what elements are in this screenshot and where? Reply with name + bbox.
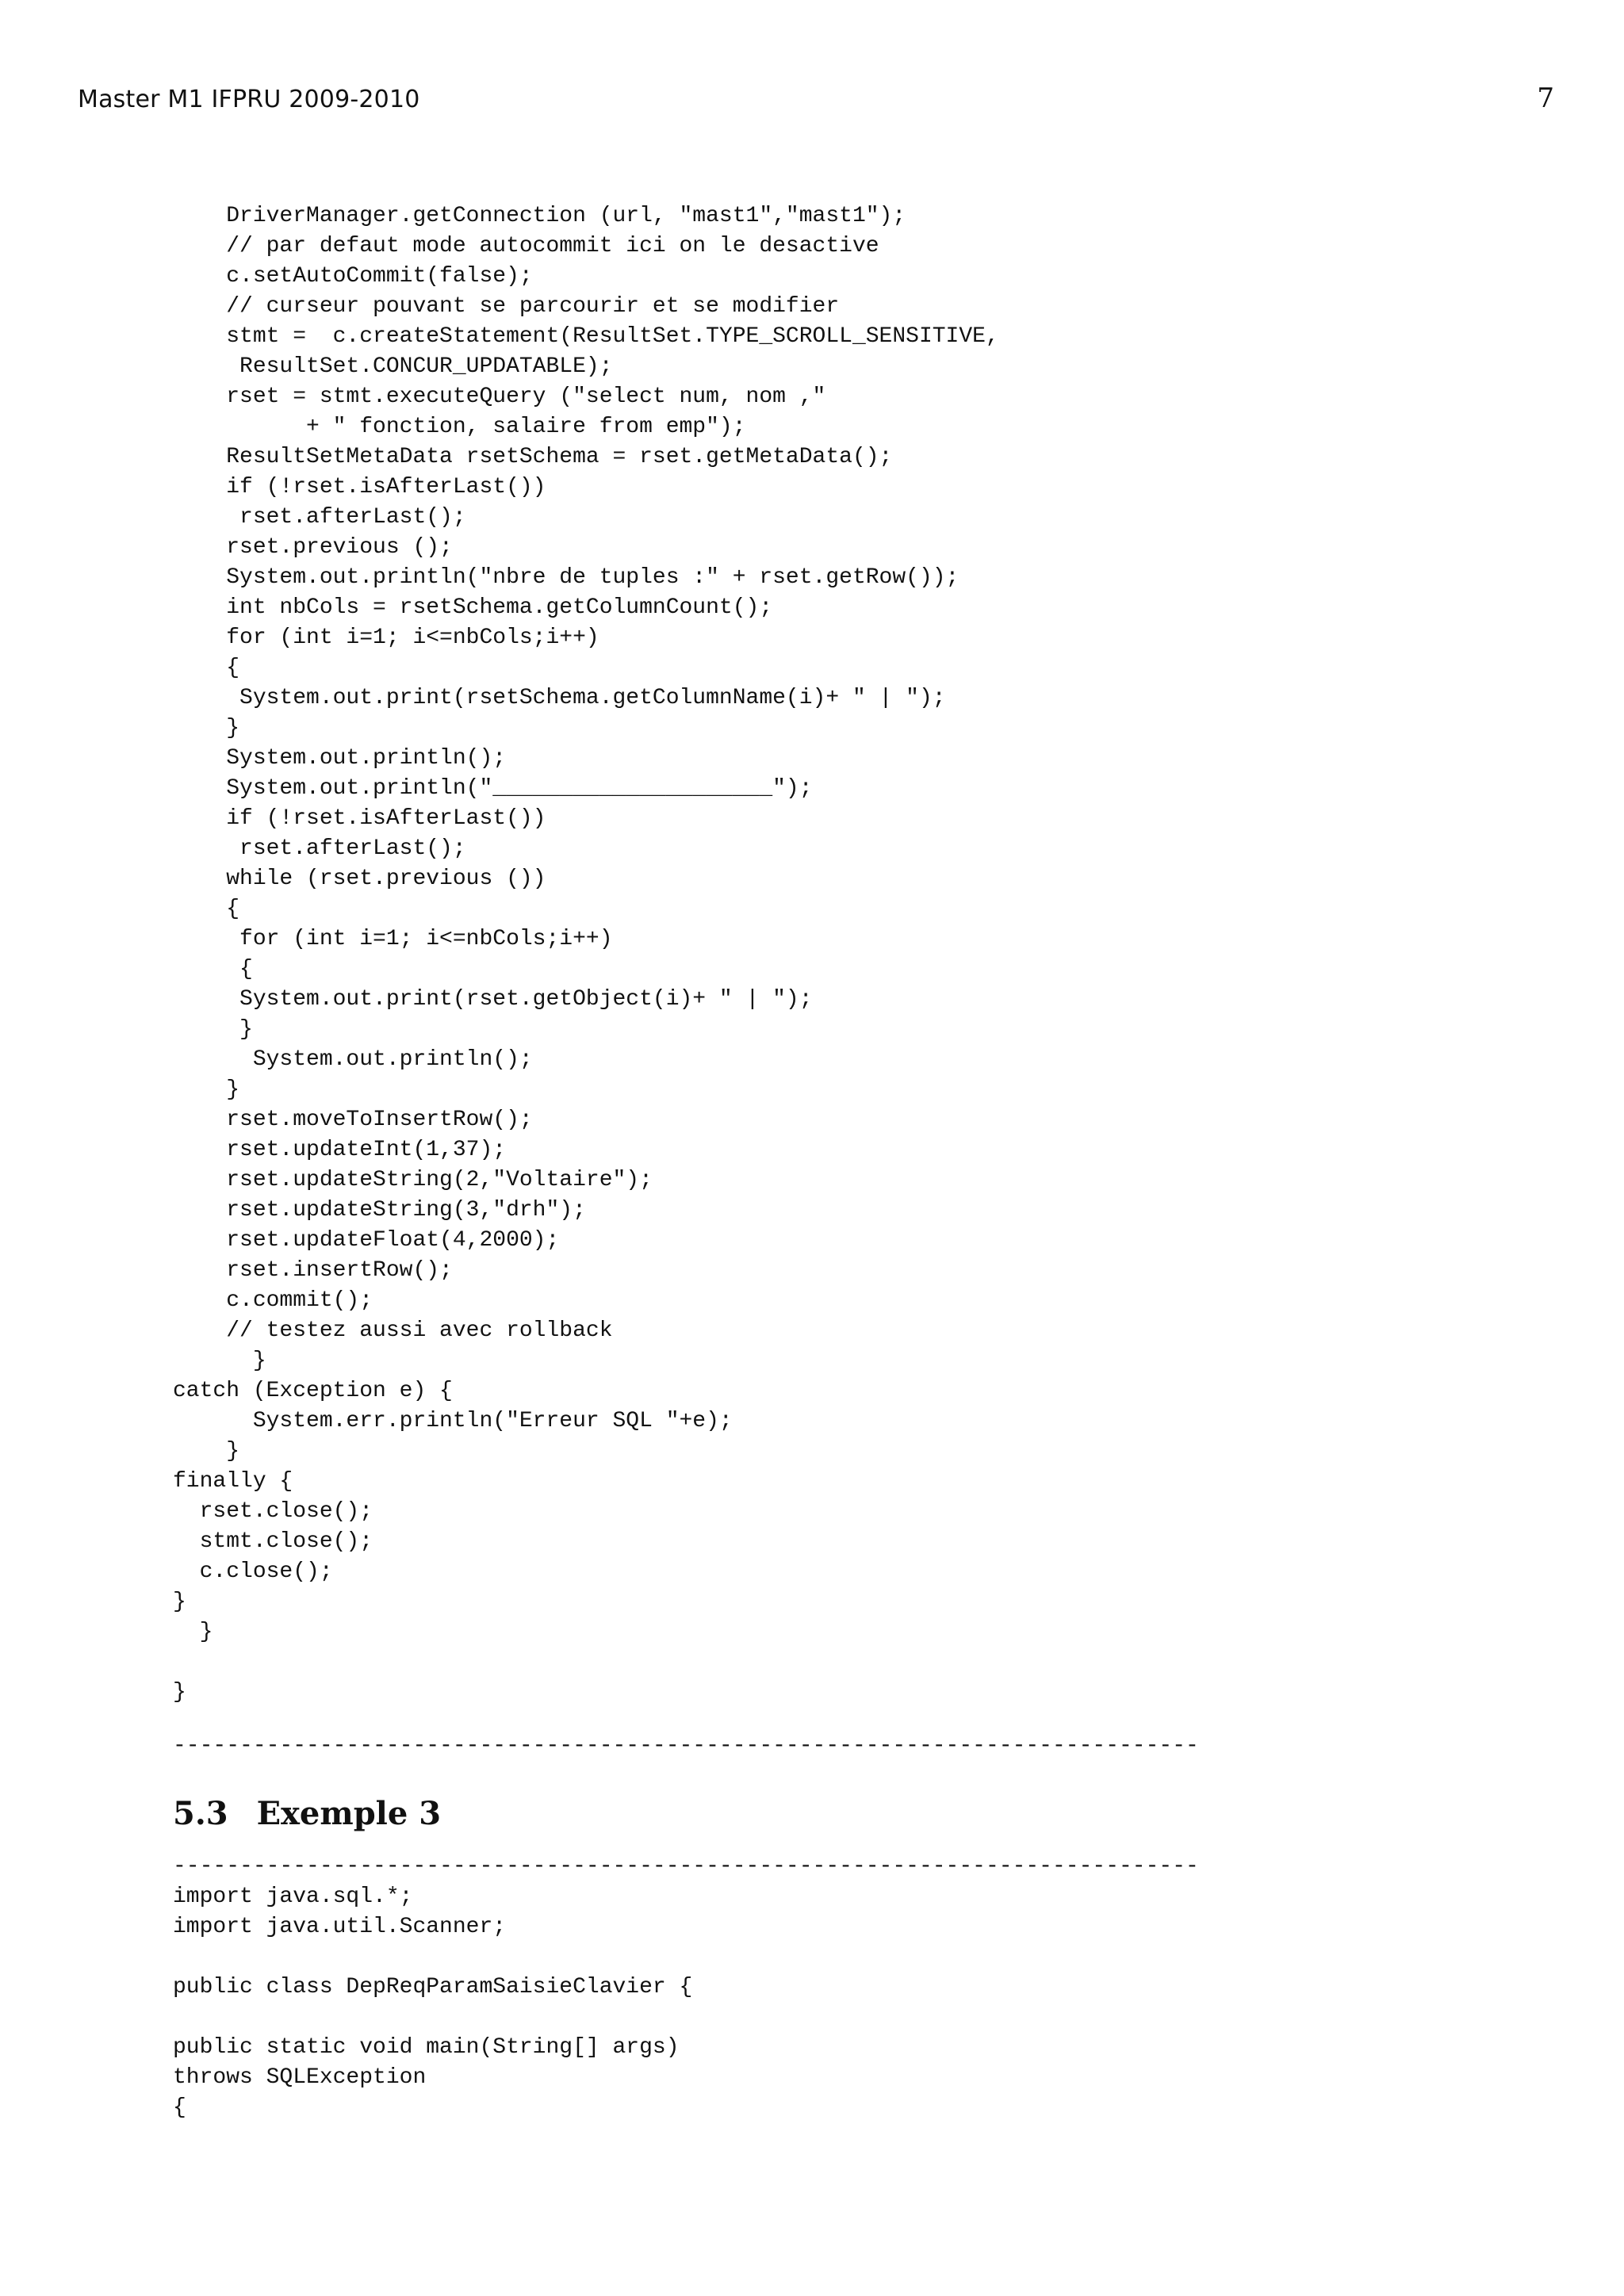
code-body: import java.sql.*; import java.util.Scanner; public class DepReqParamSaisieClavier { public static void main(String[] args) throws SQLException { (173, 1885, 693, 2120)
section-title: Exemple 3 (256, 1795, 442, 1832)
section-number: 5.3 (173, 1795, 228, 1832)
separator-rule: ----------------------------------------------------------------------------- (173, 1854, 1199, 1879)
separator-rule: ----------------------------------------------------------------------------- (173, 1734, 1199, 1758)
code-listing-example-3 (173, 1852, 1199, 2123)
page-number: 7 (1537, 82, 1554, 114)
running-head: Master M1 IFPRU 2009-2010 (78, 86, 420, 113)
code-listing-continued: DriverManager.getConnection (url, "mast1","mast1"); // par defaut mode autocommit ici on le desactive c.setAutoCommit(false); // curseur pouvant se parcourir et se modifier stmt = c.createStatement(ResultSet.TYPE_SCROLL_SENSITIVE, ResultSet.CONCUR_UPDATABLE); rset = stmt.executeQuery ("select num, nom ," + " fonction, salaire from emp"); ResultSetMetaData rsetSchema = rset.getMetaData(); if (!rset.isAfterLast()) rset.afterLast(); rset.previous (); System.out.println("nbre de tuples :" + rset.getRow()); int nbCols = rsetSchema.getColumnCount(); for (int i=1; i<=nbCols;i++) { System.out.print(rsetSchema.getColumnName(i)+ " | "); } System.out.println(); System.out.println("_____________________"); if (!rset.isAfterLast()) rset.afterLast(); while (rset.previous ()) { for (int i=1; i<=nbCols;i++) { System.out.print(rset.getObject(i)+ " | "); } System.out.println(); } rset.moveToInsertRow(); rset.updateInt(1,37); rset.updateString(2,"Voltaire"); rset.updateString(3,"drh"); rset.updateFloat(4,2000); rset.insertRow(); c.commit(); // testez aussi avec rollback } catch (Exception e) { System.err.println("Erreur SQL "+e); } finally { rset.close(); stmt.close(); c.close(); } } } (173, 204, 999, 1705)
section-heading (173, 1795, 441, 1832)
